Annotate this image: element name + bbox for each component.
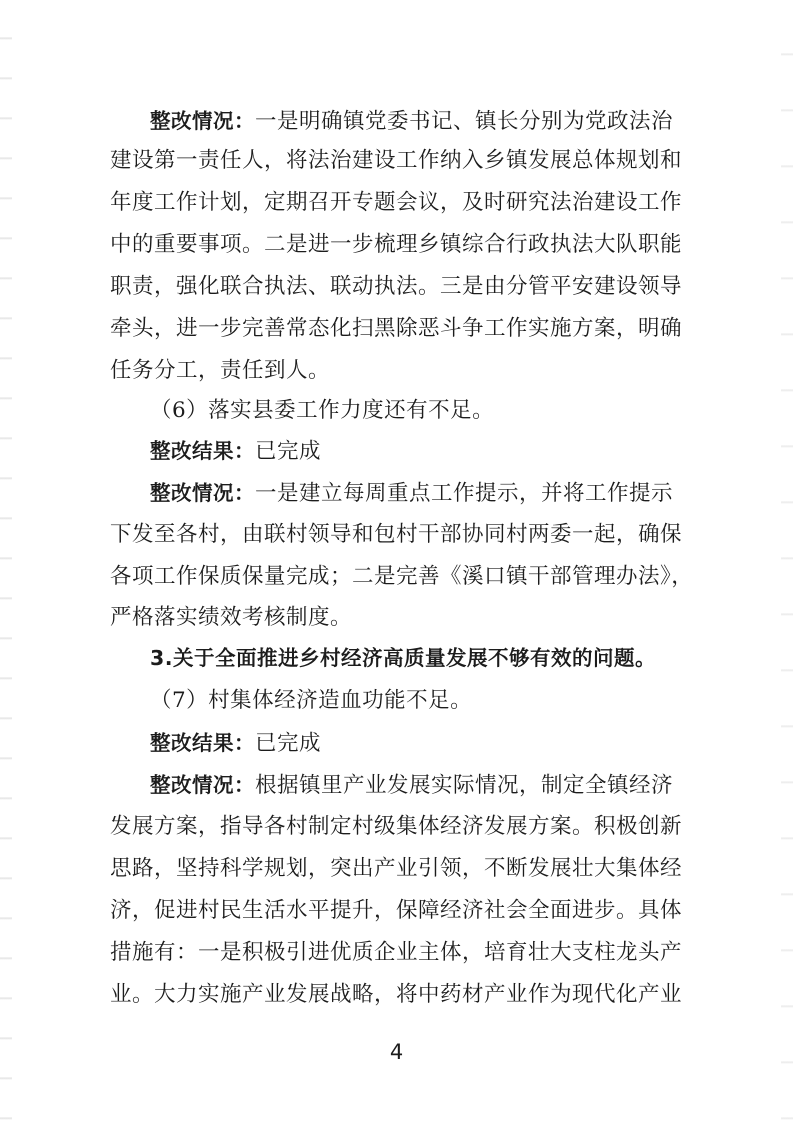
- result-line: [150, 434, 730, 468]
- paragraph-line: [150, 104, 730, 138]
- line-text: （7）村集体经济造血功能不足。: [150, 688, 473, 713]
- paragraph-line: [110, 312, 690, 346]
- item-heading: [150, 684, 730, 718]
- result-value: 已完成: [255, 731, 322, 756]
- line-text: 根据镇里产业发展实际情况，制定全镇经济: [255, 773, 674, 798]
- line-text: 发展方案，指导各村制定村级集体经济发展方案。积极创新: [110, 814, 683, 839]
- result-line: [150, 726, 730, 760]
- line-text: 思路，坚持科学规划，突出产业引领，不断发展壮大集体经: [110, 856, 683, 881]
- scan-edge-right: [781, 0, 793, 1121]
- paragraph-line: [110, 810, 690, 844]
- line-text: 一是明确镇党委书记、镇长分别为党政法治: [255, 109, 674, 134]
- paragraph-line: [110, 601, 690, 635]
- section-label: 整改情况：: [150, 773, 255, 797]
- line-text: 一是建立每周重点工作提示，并将工作提示: [255, 481, 674, 506]
- item-heading: [150, 394, 730, 428]
- paragraph-line: [150, 768, 730, 802]
- paragraph-line: [110, 518, 690, 552]
- result-value: 已完成: [255, 439, 322, 464]
- page-number: 4: [389, 1040, 404, 1064]
- line-text: （6）落实县委工作力度还有不足。: [150, 398, 495, 423]
- result-label: 整改结果：: [150, 439, 255, 463]
- line-text: 措施有：一是积极引进优质企业主体，培育壮大支柱龙头产: [110, 940, 683, 965]
- paragraph-line: [110, 186, 690, 220]
- line-text: 牵头，进一步完善常态化扫黑除恶斗争工作实施方案，明确: [110, 316, 683, 341]
- paragraph-line: [150, 476, 730, 510]
- line-text: 各项工作保质保量完成；二是完善《溪口镇干部管理办法》，: [110, 564, 694, 589]
- paragraph-line: [110, 936, 690, 970]
- line-text: 济，促进村民生活水平提升，保障经济社会全面进步。具体: [110, 898, 683, 923]
- paragraph-line: [110, 978, 690, 1012]
- line-text: 职责，强化联合执法、联动执法。三是由分管平安建设领导: [110, 274, 683, 299]
- line-text: 中的重要事项。二是进一步梳理乡镇综合行政执法大队职能: [110, 232, 683, 257]
- line-text: 业。大力实施产业发展战略，将中药材产业作为现代化产业: [110, 982, 683, 1007]
- paragraph-line: [110, 894, 690, 928]
- line-text: 严格落实绩效考核制度。: [110, 605, 353, 630]
- line-text: 任务分工，责任到人。: [110, 358, 331, 383]
- result-label: 整改结果：: [150, 731, 255, 755]
- paragraph-line: [110, 852, 690, 886]
- section-heading: [150, 641, 730, 675]
- scan-edge-left: [0, 0, 12, 1121]
- line-text: 3.关于全面推进乡村经济高质量发展不够有效的问题。: [150, 646, 657, 670]
- paragraph-line: [110, 228, 690, 262]
- paragraph-line: [110, 144, 690, 178]
- paragraph-line: [110, 270, 690, 304]
- line-text: 年度工作计划，定期召开专题会议，及时研究法治建设工作: [110, 190, 683, 215]
- line-text: 建设第一责任人，将法治建设工作纳入乡镇发展总体规划和: [110, 148, 683, 173]
- line-text: 下发至各村，由联村领导和包村干部协同村两委一起，确保: [110, 522, 683, 547]
- paragraph-line: [110, 354, 690, 388]
- paragraph-line: [110, 560, 694, 594]
- section-label: 整改情况：: [150, 109, 255, 133]
- section-label: 整改情况：: [150, 481, 255, 505]
